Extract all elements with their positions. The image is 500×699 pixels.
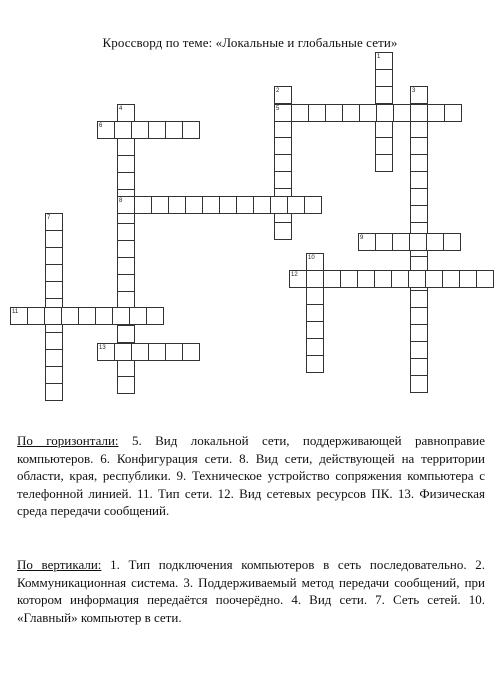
crossword-cell[interactable] (410, 324, 428, 342)
clue-number: 5 (276, 106, 280, 112)
crossword-cell[interactable] (202, 196, 220, 214)
clue-number: 6 (99, 123, 103, 129)
crossword-cell[interactable] (374, 270, 392, 288)
clue-number: 10 (308, 255, 315, 261)
crossword-cell[interactable] (410, 154, 428, 172)
crossword-cell[interactable] (236, 196, 254, 214)
crossword-cell[interactable] (274, 171, 292, 189)
crossword-cell[interactable] (306, 338, 324, 356)
vertical-clues-header: По вертикали: (17, 557, 102, 572)
crossword-cell[interactable] (95, 307, 113, 325)
crossword-cell[interactable] (148, 343, 166, 361)
crossword-cell[interactable] (410, 171, 428, 189)
crossword-cell[interactable] (117, 138, 135, 156)
crossword-cell[interactable] (45, 366, 63, 384)
clue-number: 4 (119, 106, 123, 112)
crossword-cell[interactable] (410, 341, 428, 359)
crossword-cell[interactable] (410, 307, 428, 325)
clue-number: 8 (119, 198, 123, 204)
crossword-cell[interactable] (376, 104, 394, 122)
crossword-cell[interactable] (476, 270, 494, 288)
crossword-cell[interactable] (146, 307, 164, 325)
crossword-cell[interactable] (375, 69, 393, 87)
crossword-cell[interactable] (410, 188, 428, 206)
crossword-cell[interactable] (61, 307, 79, 325)
crossword-cell[interactable] (182, 343, 200, 361)
crossword-cell[interactable] (340, 270, 358, 288)
horizontal-clues-text: 5. Вид локальной сети, поддерживающей равноправие компьютеров. 6. Конфигурация сети. 8. Вид сети, действующей на территории области, края, республики. 9. Техническое устройство сопряжения компьютера с телефонной линией. 11. Тип сети. 12. Вид сетевых ресурсов ПК. 13. Физическая среда передачи сообщений. (17, 433, 485, 519)
horizontal-clues-header: По горизонтали: (17, 433, 119, 448)
vertical-clues (17, 556, 485, 626)
crossword-cell[interactable] (117, 240, 135, 258)
crossword-cell[interactable] (306, 270, 324, 288)
clue-number: 13 (99, 345, 106, 351)
crossword-cell[interactable] (274, 222, 292, 240)
crossword-cell[interactable] (114, 343, 132, 361)
crossword-cell[interactable] (306, 321, 324, 339)
crossword-cell[interactable] (134, 196, 152, 214)
crossword-cell[interactable] (117, 155, 135, 173)
crossword-cell[interactable] (426, 233, 444, 251)
crossword-cell[interactable] (410, 358, 428, 376)
crossword-cell[interactable] (375, 86, 393, 104)
crossword-cell[interactable] (165, 343, 183, 361)
crossword-cell[interactable] (410, 104, 428, 122)
crossword-cell[interactable] (392, 233, 410, 251)
crossword-cell[interactable] (131, 343, 149, 361)
crossword-cell[interactable] (306, 287, 324, 305)
clue-number: 9 (360, 235, 364, 241)
crossword-cell[interactable] (375, 154, 393, 172)
crossword-cell[interactable] (45, 230, 63, 248)
crossword-cell[interactable] (45, 349, 63, 367)
clue-number: 11 (12, 309, 19, 315)
crossword-cell[interactable] (274, 137, 292, 155)
crossword-cell[interactable] (444, 104, 462, 122)
crossword-cell[interactable] (410, 290, 428, 308)
crossword-cell[interactable] (427, 104, 445, 122)
crossword-cell[interactable] (442, 270, 460, 288)
crossword-cell[interactable] (45, 383, 63, 401)
crossword-cell[interactable] (375, 233, 393, 251)
crossword-cell[interactable] (45, 332, 63, 350)
crossword-cell[interactable] (409, 233, 427, 251)
crossword-cell[interactable] (391, 270, 409, 288)
crossword-cell[interactable] (44, 307, 62, 325)
crossword-cell[interactable] (117, 257, 135, 275)
crossword-cell[interactable] (287, 196, 305, 214)
crossword-cell[interactable] (342, 104, 360, 122)
crossword-cell[interactable] (357, 270, 375, 288)
clue-number: 12 (291, 272, 298, 278)
crossword-cell[interactable] (45, 264, 63, 282)
crossword-cell[interactable] (151, 196, 169, 214)
clue-number: 3 (412, 88, 416, 94)
crossword-cell[interactable] (359, 104, 377, 122)
crossword-cell[interactable] (274, 120, 292, 138)
crossword-cell[interactable] (112, 307, 130, 325)
crossword-cell[interactable] (45, 281, 63, 299)
crossword-cell[interactable] (410, 375, 428, 393)
crossword-cell[interactable] (323, 270, 341, 288)
crossword-cell[interactable] (375, 120, 393, 138)
crossword-cell[interactable] (408, 270, 426, 288)
crossword-cell[interactable] (410, 205, 428, 223)
crossword-cell[interactable] (27, 307, 45, 325)
crossword-cell[interactable] (45, 247, 63, 265)
crossword-cell[interactable] (304, 196, 322, 214)
crossword-cell[interactable] (306, 304, 324, 322)
crossword-cell[interactable] (131, 121, 149, 139)
crossword-cell[interactable] (459, 270, 477, 288)
crossword-cell[interactable] (308, 104, 326, 122)
crossword-cell[interactable] (165, 121, 183, 139)
crossword-cell[interactable] (443, 233, 461, 251)
crossword-cell[interactable] (253, 196, 271, 214)
crossword-cell[interactable] (425, 270, 443, 288)
crossword-cell[interactable] (168, 196, 186, 214)
crossword-cell[interactable] (78, 307, 96, 325)
crossword-cell[interactable] (270, 196, 288, 214)
crossword-cell[interactable] (375, 137, 393, 155)
crossword-cell[interactable] (410, 120, 428, 138)
clue-number: 7 (47, 215, 51, 221)
crossword-cell[interactable] (219, 196, 237, 214)
crossword-cell[interactable] (117, 359, 135, 377)
crossword-cell[interactable] (117, 223, 135, 241)
crossword-cell[interactable] (148, 121, 166, 139)
crossword-cell[interactable] (291, 104, 309, 122)
crossword-cell[interactable] (306, 355, 324, 373)
crossword-cell[interactable] (114, 121, 132, 139)
crossword-cell[interactable] (117, 376, 135, 394)
crossword-cell[interactable] (393, 104, 411, 122)
clue-number: 1 (377, 54, 381, 60)
horizontal-clues (17, 432, 485, 520)
crossword-cell[interactable] (325, 104, 343, 122)
vertical-clues-text: 1. Тип подключения компьютеров в сеть последовательно. 2. Коммуникационная система. 3. Поддерживаемый метод передачи сообщений, при котором информация передаётся поочерёдно. 4. Вид сети. 7. Сеть сетей. 10. «Главный» компьютер в сети. (17, 557, 486, 625)
crossword-cell[interactable] (117, 172, 135, 190)
clue-number: 2 (276, 88, 280, 94)
crossword-cell[interactable] (410, 137, 428, 155)
crossword-cell[interactable] (117, 274, 135, 292)
crossword-cell[interactable] (185, 196, 203, 214)
crossword-cell[interactable] (117, 325, 135, 343)
crossword-cell[interactable] (129, 307, 147, 325)
page-title: Кроссворд по теме: «Локальные и глобальные сети» (102, 35, 398, 50)
crossword-cell[interactable] (274, 154, 292, 172)
crossword-cell[interactable] (182, 121, 200, 139)
